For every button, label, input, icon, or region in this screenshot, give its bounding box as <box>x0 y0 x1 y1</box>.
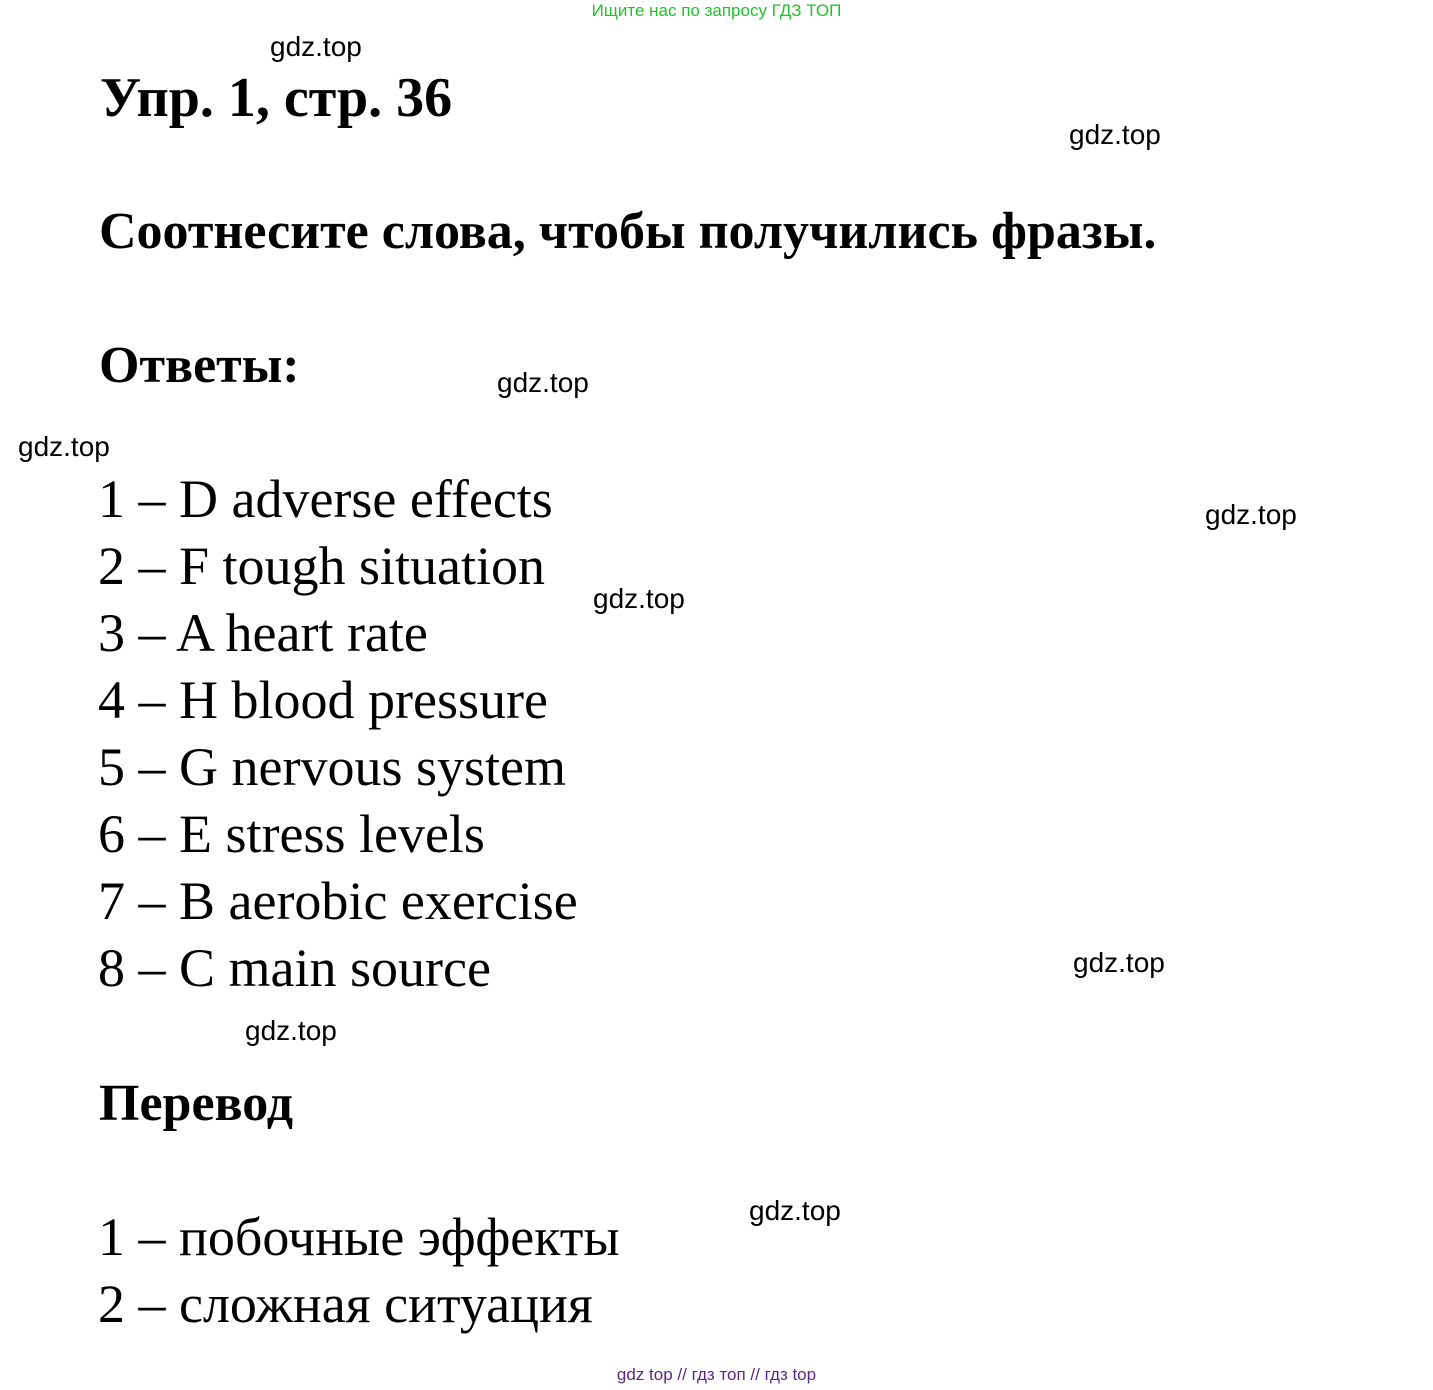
translation-list <box>98 1204 620 1338</box>
answer-item: 8 – C main source <box>98 938 491 998</box>
watermark: gdz.top <box>593 583 685 614</box>
answer-item: 4 – H blood pressure <box>98 670 548 730</box>
search-hint-banner: Ищите нас по запросу ГДЗ ТОП <box>591 1 842 20</box>
answer-item: 7 – B aerobic exercise <box>98 871 578 931</box>
answers-heading: Ответы: <box>99 337 300 394</box>
exercise-title: Упр. 1, стр. 36 <box>100 67 453 129</box>
answer-item: 6 – E stress levels <box>98 804 485 864</box>
answer-list <box>98 466 578 1002</box>
watermark: gdz.top <box>18 431 110 462</box>
watermark: gdz.top <box>497 367 589 398</box>
watermark: gdz.top <box>1205 499 1297 530</box>
answer-item: 2 – F tough situation <box>98 536 546 596</box>
translation-item: 2 – сложная ситуация <box>98 1274 593 1334</box>
watermark: gdz.top <box>270 31 362 62</box>
translation-heading: Перевод <box>99 1075 294 1132</box>
answer-item: 5 – G nervous system <box>98 737 566 797</box>
footer-links: gdz top // гдз топ // гдз top <box>616 1365 817 1384</box>
watermark: gdz.top <box>749 1195 841 1226</box>
answer-item: 1 – D adverse effects <box>98 469 553 529</box>
exercise-instruction: Соотнесите слова, чтобы получились фразы. <box>99 203 1157 260</box>
watermark: gdz.top <box>245 1015 337 1046</box>
watermark: gdz.top <box>1069 119 1161 150</box>
translation-item: 1 – побочные эффекты <box>98 1207 620 1267</box>
watermark: gdz.top <box>1073 947 1165 978</box>
answer-item: 3 – A heart rate <box>98 603 428 663</box>
